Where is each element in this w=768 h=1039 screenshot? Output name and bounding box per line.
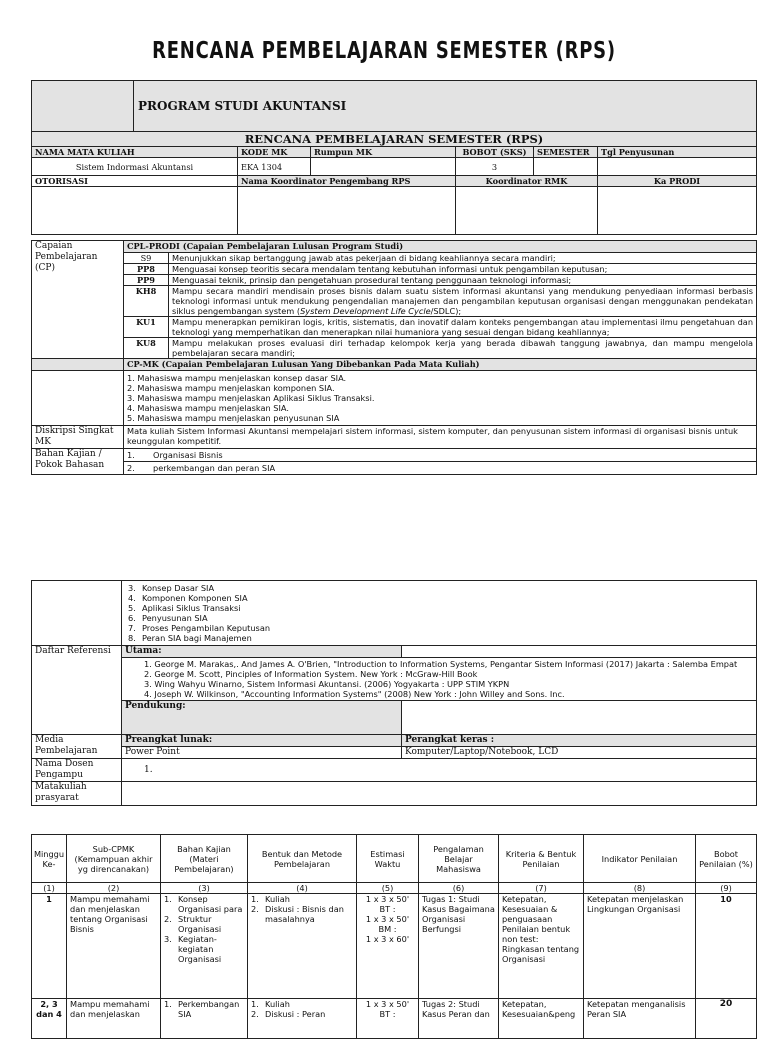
plan-column-number: (9) (696, 883, 757, 894)
plan-header: Kriteria & Bentuk Penilaian (499, 835, 584, 883)
plan-bobot: 10 (696, 894, 757, 999)
plan-kriteria: Ketepatan, Kesesuaian & penguasaan Penilaian bentuk non test: Ringkasan tentang Organisasi (499, 894, 584, 999)
rps-header-table (31, 80, 757, 235)
label-perangkat-lunak: Preangkat lunak: (122, 735, 402, 747)
cpl-text: Mampu melakukan proses evaluasi diri terhadap kelompok kerja yang berada dibawah tanggung jawabnya, dan mampu mengelola pembelajaran secara mandiri; (169, 338, 757, 359)
plan-column-number: (7) (499, 883, 584, 894)
reference-item: 3. Wing Wahyu Winarno, Sistem Informasi Akuntansi. (2006) Yogyakarta : UPP STIM YKPN (144, 679, 510, 689)
plan-bentuk: 1. Kuliah 2. Diskusi : Bisnis dan masalahnya (248, 894, 357, 999)
plan-sub-cpmk: Mampu memahami dan menjelaskan tentang Organisasi Bisnis (67, 894, 161, 999)
bahan-item: Aplikasi Siklus Transaksi (142, 603, 241, 613)
bahan-item: Organisasi Bisnis (153, 450, 223, 460)
deskripsi-text: Mata kuliah Sistem Informasi Akuntansi mempelajari sistem informasi, sistem komputer, dan penyusunan sistem informasi di organisasi bisnis untuk keunggulan kompetitif. (124, 426, 757, 449)
label-utama: Utama: (122, 646, 402, 658)
cpmk-header: CP-MK (Capaian Pembelajaran Lulusan Yang Dibebankan Pada Mata Kuliah) (124, 359, 757, 371)
bahan-item: Penyusunan SIA (142, 613, 208, 623)
plan-kriteria: Ketepatan, Kesesuaian&peng (499, 999, 584, 1039)
label-perangkat-keras: Perangkat keras : (402, 735, 757, 747)
table-title: RENCANA PEMBELAJARAN SEMESTER (RPS) (32, 132, 757, 147)
cpl-code: PP9 (124, 275, 169, 286)
bahan-list-continued: 3. Konsep Dasar SIA 4. Komponen Komponen SIA 5. Aplikasi Siklus Transaksi 6. Penyusunan SIA 7. Proses Pengambilan Keputusan 8. Peran SIA bagi Manajemen (122, 581, 757, 646)
cpl-text: Mampu secara mandiri mendisain proses bisnis dalam suatu sistem informasi akuntansi yang mendukung penyediaan informasi berbasis teknologi informasi untuk mendukung pengendalian manajemen dan pengambilan keputusan organisasi dengan menggunakan pendekatan siklus pengembangan system (System Development Life Cycle/SDLC); (169, 286, 757, 317)
cpmk-item: 2. Mahasiswa mampu menjelaskan komponen SIA. (127, 383, 335, 393)
label-nama-mk: NAMA MATA KULIAH (32, 147, 238, 158)
plan-header: Estimasi Waktu (357, 835, 419, 883)
label-media: Media Pembelajaran (32, 735, 122, 759)
plan-bobot: 20 (696, 999, 757, 1039)
plan-header: Sub-CPMK (Kemampuan akhir yg direncanakan) (67, 835, 161, 883)
reference-table (31, 580, 757, 806)
reference-item: 2. George M. Scott, Pinciples of Information System. New York : McGraw-Hill Book (144, 669, 478, 679)
plan-header: Pengalaman Belajar Mahasiswa (419, 835, 499, 883)
bahan-item: Konsep Dasar SIA (142, 583, 215, 593)
plan-column-number: (6) (419, 883, 499, 894)
bahan-item: perkembangan dan peran SIA (153, 463, 276, 473)
bahan-item: Proses Pengambilan Keputusan (142, 623, 271, 633)
reference-item: 4. Joseph W. Wilkinson, "Accounting Information Systems" (2008) New York : John Willey and Sons. Inc. (144, 689, 565, 699)
plan-indikator: Ketepatan menjelaskan Lingkungan Organisasi (584, 894, 696, 999)
label-referensi: Daftar Referensi (32, 646, 122, 735)
plan-bahan: 1. Perkembangan SIA (161, 999, 248, 1039)
plan-column-number: (4) (248, 883, 357, 894)
label-rumpun-mk: Rumpun MK (311, 147, 456, 158)
plan-week: 1 (32, 894, 67, 999)
cpmk-item: 1. Mahasiswa mampu menjelaskan konsep dasar SIA. (127, 373, 347, 383)
plan-bahan: 1. Konsep Organisasi para 2. Struktur Organisasi 3. Kegiatan-kegiatan Organisasi (161, 894, 248, 999)
cpmk-list (124, 371, 757, 426)
cpmk-item: 4. Mahasiswa mampu menjelaskan SIA. (127, 403, 289, 413)
cpl-text: Menunjukkan sikap bertanggung jawab atas pekerjaan di bidang keahliannya secara mandiri; (169, 253, 757, 264)
plan-header: Indikator Penilaian (584, 835, 696, 883)
reference-list (122, 658, 757, 701)
plan-header: Bahan Kajian (Materi Pembelajaran) (161, 835, 248, 883)
plan-bentuk: 1. Kuliah 2. Diskusi : Peran (248, 999, 357, 1039)
plan-header: Bobot Penilaian (%) (696, 835, 757, 883)
document-title: RENCANA PEMBELAJARAN SEMESTER (RPS) (152, 38, 616, 64)
plan-column-number: (5) (357, 883, 419, 894)
label-semester: SEMESTER (534, 147, 598, 158)
bahan-list: 1. Organisasi Bisnis 2. perkembangan dan peran SIA (124, 449, 757, 475)
label-koordinator-rmk: Koordinator RMK (456, 176, 598, 187)
course-code: EKA 1304 (238, 158, 311, 176)
reference-item: 1. George M. Marakas,. And James A. O'Brien, "Introduction to Information Systems, Pengantar Sistem Informasi (2017) Jakarta : Salemba Empat (144, 659, 738, 669)
label-pendukung: Pendukung: (122, 701, 402, 735)
plan-waktu: 1 x 3 x 50' BT : 1 x 3 x 50' BM : 1 x 3 x 60' (357, 894, 419, 999)
dosen-list: 1. (122, 759, 757, 782)
plan-header: Minggu Ke- (32, 835, 67, 883)
cpl-text: Menguasai teknik, prinsip dan pengetahuan prosedural tentang penggunaan teknologi informasi; (169, 275, 757, 286)
cpl-text: Mampu menerapkan pemikiran logis, kritis, sistematis, dan inovatif dalam konteks pengembangan atau implementasi ilmu pengetahuan dan teknologi yang memperhatikan dan menerapkan nilai humaniora yang sesuai dengan bidang keahliannya; (169, 317, 757, 338)
program-name: PROGRAM STUDI AKUNTANSI (134, 81, 757, 132)
course-name: Sistem Indormasi Akuntansi (32, 158, 238, 176)
cpl-code: KU1 (124, 317, 169, 338)
cpmk-item: 3. Mahasiswa mampu menjelaskan Aplikasi Siklus Transaksi. (127, 393, 375, 403)
label-bahan-kajian: Bahan Kajian / Pokok Bahasan (32, 449, 124, 475)
plan-header: Bentuk dan Metode Pembelajaran (248, 835, 357, 883)
plan-week: 2, 3 dan 4 (32, 999, 67, 1039)
label-cp: Capaian Pembelajaran (CP) (32, 241, 124, 359)
cpl-text: Menguasai konsep teoritis secara mendalam tentang kebutuhan informasi untuk pengambilan keputusan; (169, 264, 757, 275)
label-bobot: BOBOT (SKS) (456, 147, 534, 158)
cpl-code: KU8 (124, 338, 169, 359)
label-prasyarat: Matakuliah prasyarat (32, 782, 122, 806)
plan-column-number: (3) (161, 883, 248, 894)
plan-pengalaman: Tugas 2: Studi Kasus Peran dan (419, 999, 499, 1039)
plan-waktu: 1 x 3 x 50' BT : (357, 999, 419, 1039)
course-sks: 3 (456, 158, 534, 176)
plan-column-number: (1) (32, 883, 67, 894)
label-dosen: Nama Dosen Pengampu (32, 759, 122, 782)
label-koordinator-rps: Nama Koordinator Pengembang RPS (238, 176, 456, 187)
media-software: Power Point (122, 747, 402, 759)
label-otorisasi: OTORISASI (32, 176, 238, 187)
weekly-plan-table (31, 834, 757, 1039)
label-kode-mk: KODE MK (238, 147, 311, 158)
plan-pengalaman: Tugas 1: Studi Kasus Bagaimana Organisasi Berfungsi (419, 894, 499, 999)
label-kaprodi: Ka PRODI (598, 176, 757, 187)
bahan-item: Peran SIA bagi Manajemen (142, 633, 252, 643)
plan-column-number: (8) (584, 883, 696, 894)
label-tgl: Tgl Penyusunan (598, 147, 757, 158)
cpl-header: CPL-PRODI (Capaian Pembelajaran Lulusan Program Studi) (124, 241, 757, 253)
logo-cell (32, 81, 134, 132)
plan-indikator: Ketepatan menganalisis Peran SIA (584, 999, 696, 1039)
cpmk-item: 5. Mahasiswa mampu menjelaskan penyusunan SIA (127, 413, 340, 423)
plan-sub-cpmk: Mampu memahami dan menjelaskan (67, 999, 161, 1039)
media-hardware: Komputer/Laptop/Notebook, LCD (402, 747, 757, 759)
cpl-code: S9 (124, 253, 169, 264)
label-deskripsi: Diskripsi Singkat MK (32, 426, 124, 449)
cpl-code: KH8 (124, 286, 169, 317)
bahan-item: Komponen Komponen SIA (142, 593, 248, 603)
cpl-code: PP8 (124, 264, 169, 275)
plan-column-number: (2) (67, 883, 161, 894)
cp-table (31, 240, 757, 475)
